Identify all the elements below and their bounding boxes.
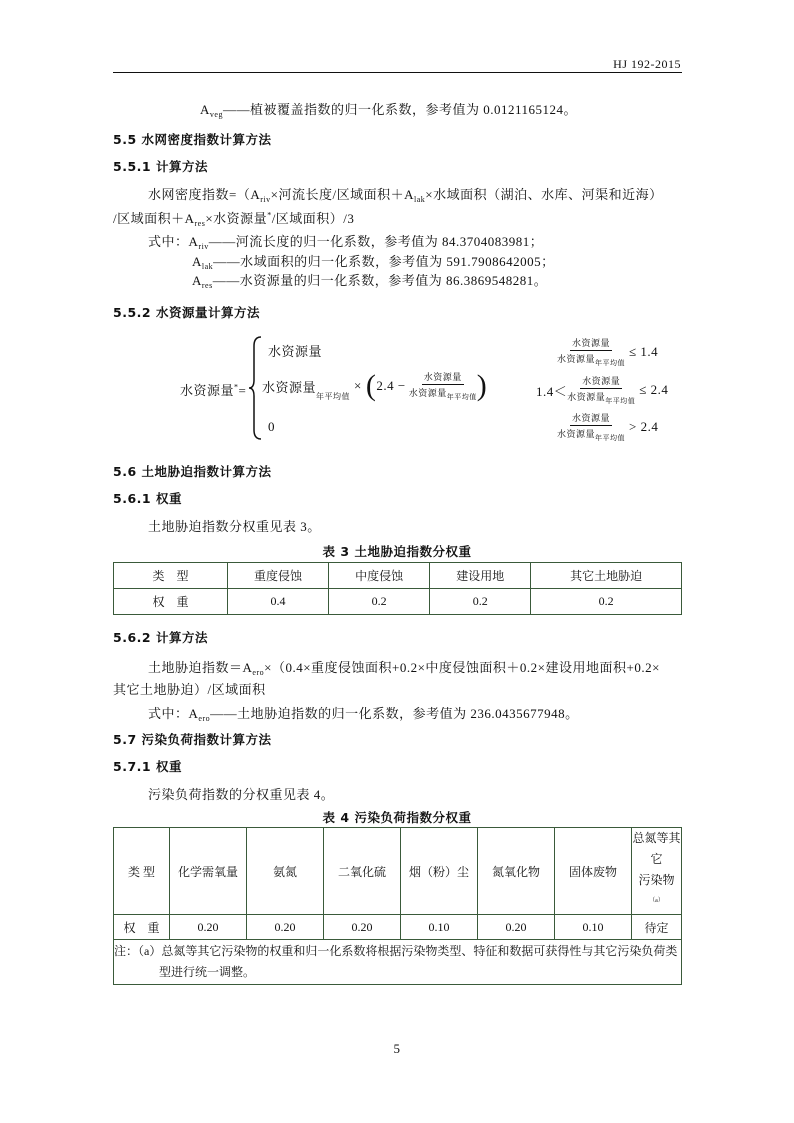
case1-value: 水资源量 — [268, 344, 323, 359]
condition1: $\frac{\text{水资源量}}{水资源量_{年平均值}}$ ≤ 1.4 — [557, 338, 659, 367]
water-density-formula-line1: 水网密度指数$=(A_{riv}\times$河流长度/区域面积$+A_{lak}\times$水域面积（湖泊、水库、河渠和近海） — [148, 187, 663, 204]
section-5-5-1-heading: 5.5.1 计算方法 — [113, 159, 208, 174]
table3-header-cell: 其它土地胁迫 — [531, 563, 682, 589]
table4-cell: 0.20 — [324, 915, 401, 940]
table4-caption: 表 4 污染负荷指数分权重 — [322, 810, 472, 825]
table4-header-cell: 氨氮 — [247, 828, 324, 915]
table3-cell: 权 重 — [114, 589, 228, 615]
table4-header-cell: 烟（粉）尘 — [401, 828, 478, 915]
condition3: $\frac{\text{水资源量}}{水资源量_{年平均值}}$ > 2.4 — [557, 413, 659, 442]
table4-header-cell: 固体废物 — [555, 828, 632, 915]
table3-cell: 0.2 — [329, 589, 430, 615]
table3-reference: 土地胁迫指数分权重见表 3。 — [148, 519, 321, 534]
section-5-6-2-heading: 5.6.2 计算方法 — [113, 630, 208, 645]
table4-cell: 0.10 — [401, 915, 478, 940]
aveg-definition: $A_{veg}——$植被覆盖指数的归一化系数，参考值为 0.0121165124。 — [200, 102, 577, 119]
table4-cell: 权 重 — [114, 915, 170, 940]
table3-header-cell: 重度侵蚀 — [228, 563, 329, 589]
table4-cell: 0.20 — [170, 915, 247, 940]
alak-definition: $A_{lak}——$水域面积的归一化系数，参考值为 591.7908642005； — [192, 254, 555, 271]
land-stress-formula-line1: 土地胁迫指数$=A_{ero}\times(0.4\times$重度侵蚀面积+0.2×中度侵蚀面积＋0.2×建设用地面积+0.2× — [148, 660, 660, 677]
land-stress-formula-line2: 其它土地胁迫）/区域面积 — [113, 682, 266, 697]
table4-header-cell: 氮氧化物 — [478, 828, 555, 915]
section-5-7-heading: 5.7 污染负荷指数计算方法 — [113, 732, 272, 747]
table4-header-cell: 类 型 — [114, 828, 170, 915]
section-5-6-1-heading: 5.6.1 权重 — [113, 491, 182, 506]
left-brace-icon — [248, 336, 262, 440]
table4-header-cell-other-pollutants: 总氮等其它 污染物$^{(a)}$ — [632, 828, 682, 915]
section-5-5-heading: 5.5 水网密度指数计算方法 — [113, 132, 272, 147]
section-5-6-heading: 5.6 土地胁迫指数计算方法 — [113, 464, 272, 479]
table3 — [113, 562, 682, 615]
table4-cell: 待定 — [632, 915, 682, 940]
section-5-5-2-heading: 5.5.2 水资源量计算方法 — [113, 305, 260, 320]
table4-cell: 0.20 — [247, 915, 324, 940]
case3-value: 0 — [268, 419, 275, 434]
table3-header-cell: 类 型 — [114, 563, 228, 589]
table3-caption: 表 3 土地胁迫指数分权重 — [322, 544, 472, 559]
table4-reference: 污染负荷指数的分权重见表 4。 — [148, 787, 335, 802]
table4 — [113, 827, 682, 985]
condition2: 1.4＜ $\frac{\text{水资源量}}{水资源量_{年平均值}}$ ≤ 2.4 — [536, 376, 669, 405]
table3-cell: 0.2 — [531, 589, 682, 615]
piecewise-lhs: 水资源量*= — [180, 382, 247, 398]
table4-header-cell: 二氧化硫 — [324, 828, 401, 915]
aero-definition: 式中：$A_{ero}——$土地胁迫指数的归一化系数，参考值为 236.0435677948。 — [148, 706, 579, 723]
header-rule — [113, 72, 682, 73]
table3-header-cell: 建设用地 — [430, 563, 531, 589]
water-density-formula-line2: /区域面积$+A_{res}\times$水资源量*/区域面积）/3 — [113, 210, 355, 228]
table3-header-cell: 中度侵蚀 — [329, 563, 430, 589]
table3-cell: 0.2 — [430, 589, 531, 615]
page-number: 5 — [393, 1041, 401, 1056]
ariv-definition: 式中：$A_{riv}——$河流长度的归一化系数，参考值为 84.3704083981； — [148, 234, 544, 251]
table4-cell: 0.10 — [555, 915, 632, 940]
table4-cell: 0.20 — [478, 915, 555, 940]
ares-definition: $A_{res}——$水资源量的归一化系数，参考值为 86.3869548281。 — [192, 273, 548, 290]
case2-value: 水资源量 $_{年平均值}$ × ( 2.4 − $\frac{\text{水资源量}}{水资源量_{年平均值}}$ ) — [262, 369, 488, 402]
table3-cell: 0.4 — [228, 589, 329, 615]
section-5-7-1-heading: 5.7.1 权重 — [113, 759, 182, 774]
table4-note: 注：（a）总氮等其它污染物的权重和归一化系数将根据污染物类型、特征和数据可获得性与其它污染负荷类 型进行统一调整。 — [114, 940, 682, 985]
table4-header-cell: 化学需氧量 — [170, 828, 247, 915]
doc-id-header: HJ 192-2015 — [613, 57, 681, 71]
